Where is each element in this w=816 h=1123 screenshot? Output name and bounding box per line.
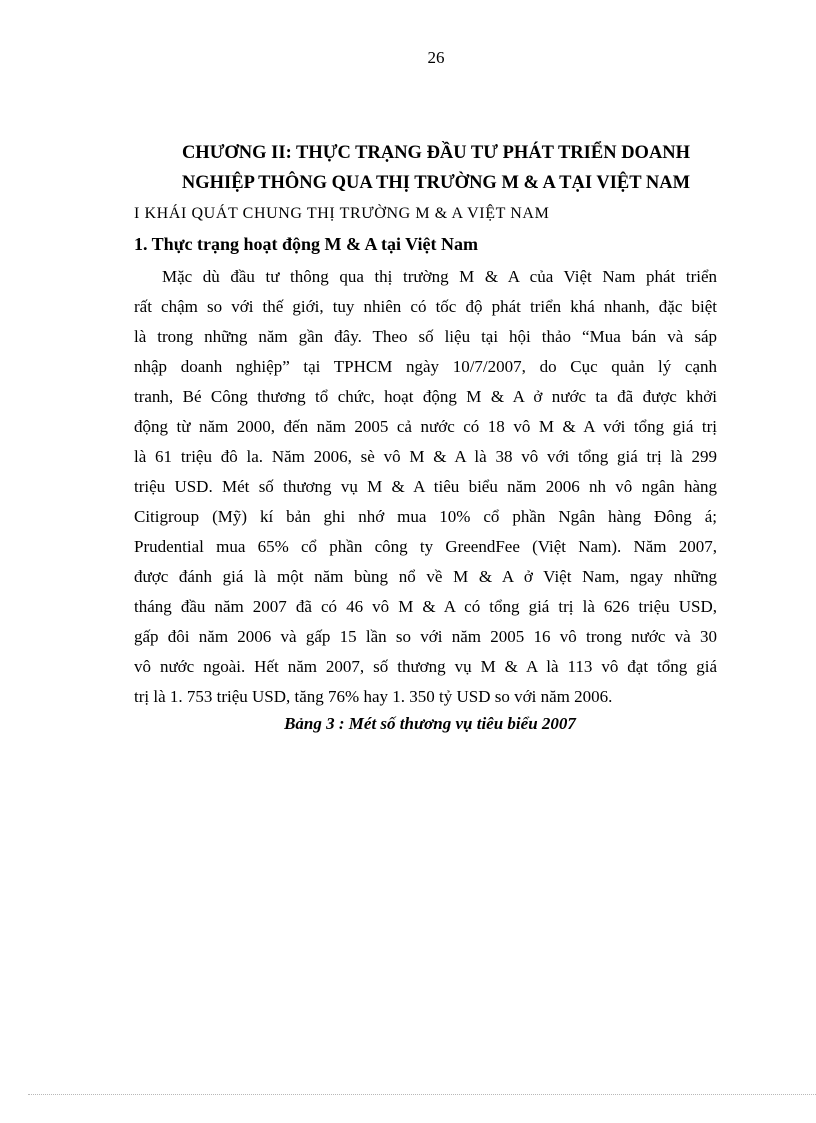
paragraph-line: triệu USD. Mét số thương vụ M & A tiêu biểu năm 2006 nh vô ngân hàng <box>134 477 717 496</box>
paragraph-line: rất chậm so với thế giới, tuy nhiên có tốc độ phát triển khá nhanh, đặc biệt <box>134 297 717 316</box>
paragraph-line: động từ năm 2000, đến năm 2005 cả nước có 18 vô M & A với tổng giá trị <box>134 417 717 436</box>
paragraph-line: tháng đầu năm 2007 đã có 46 vô M & A có tổng giá trị là 626 triệu USD, <box>134 597 717 616</box>
chapter-title-line-2: NGHIỆP THÔNG QUA THỊ TRƯỜNG M & A TẠI VIỆT NAM <box>181 173 691 193</box>
paragraph-line: là trong những năm gần đây. Theo số liệu tại hội thảo “Mua bán và sáp <box>134 327 717 346</box>
paragraph-line: tranh, Bé Công thương tổ chức, hoạt động M & A ở nước ta đã được khởi <box>134 387 717 406</box>
paragraph-line: nhập doanh nghiệp” tại TPHCM ngày 10/7/2007, do Cục quản lý cạnh <box>134 357 717 376</box>
paragraph-line: được đánh giá là một năm bùng nổ về M & A ở Việt Nam, ngay những <box>134 567 717 586</box>
paragraph-line: vô nước ngoài. Hết năm 2007, số thương vụ M & A là 113 vô đạt tổng giá <box>134 657 717 676</box>
page-number: 26 <box>427 48 445 67</box>
chapter-title-line-1: CHƯƠNG II: THỰC TRẠNG ĐẦU TƯ PHÁT TRIỂN DOANH <box>181 143 691 163</box>
paragraph-line: Prudential mua 65% cổ phần công ty GreendFee (Việt Nam). Năm 2007, <box>134 537 717 556</box>
section-heading: I KHÁI QUÁT CHUNG THỊ TRƯỜNG M & A VIỆT NAM <box>134 205 550 222</box>
paragraph-line: Mặc dù đầu tư thông qua thị trường M & A của Việt Nam phát triển <box>162 267 717 286</box>
chapter-title <box>120 138 752 198</box>
table-caption: Bảng 3 : Mét số thương vụ tiêu biểu 2007 <box>284 714 576 733</box>
paragraph-line: gấp đôi năm 2006 và gấp 15 lần so với năm 2005 16 vô trong nước và 30 <box>134 627 717 646</box>
body-paragraph <box>134 262 717 712</box>
subsection-heading: 1. Thực trạng hoạt động M & A tại Việt Nam <box>134 234 478 254</box>
footer-divider <box>28 1094 816 1095</box>
paragraph-line: Citigroup (Mỹ) kí bản ghi nhớ mua 10% cổ phần Ngân hàng Đông á; <box>134 507 717 526</box>
paragraph-line: là 61 triệu đô la. Năm 2006, sè vô M & A là 38 vô với tổng giá trị là 299 <box>134 447 717 466</box>
paragraph-line: trị là 1. 753 triệu USD, tăng 76% hay 1. 350 tỷ USD so với năm 2006. <box>134 687 613 706</box>
